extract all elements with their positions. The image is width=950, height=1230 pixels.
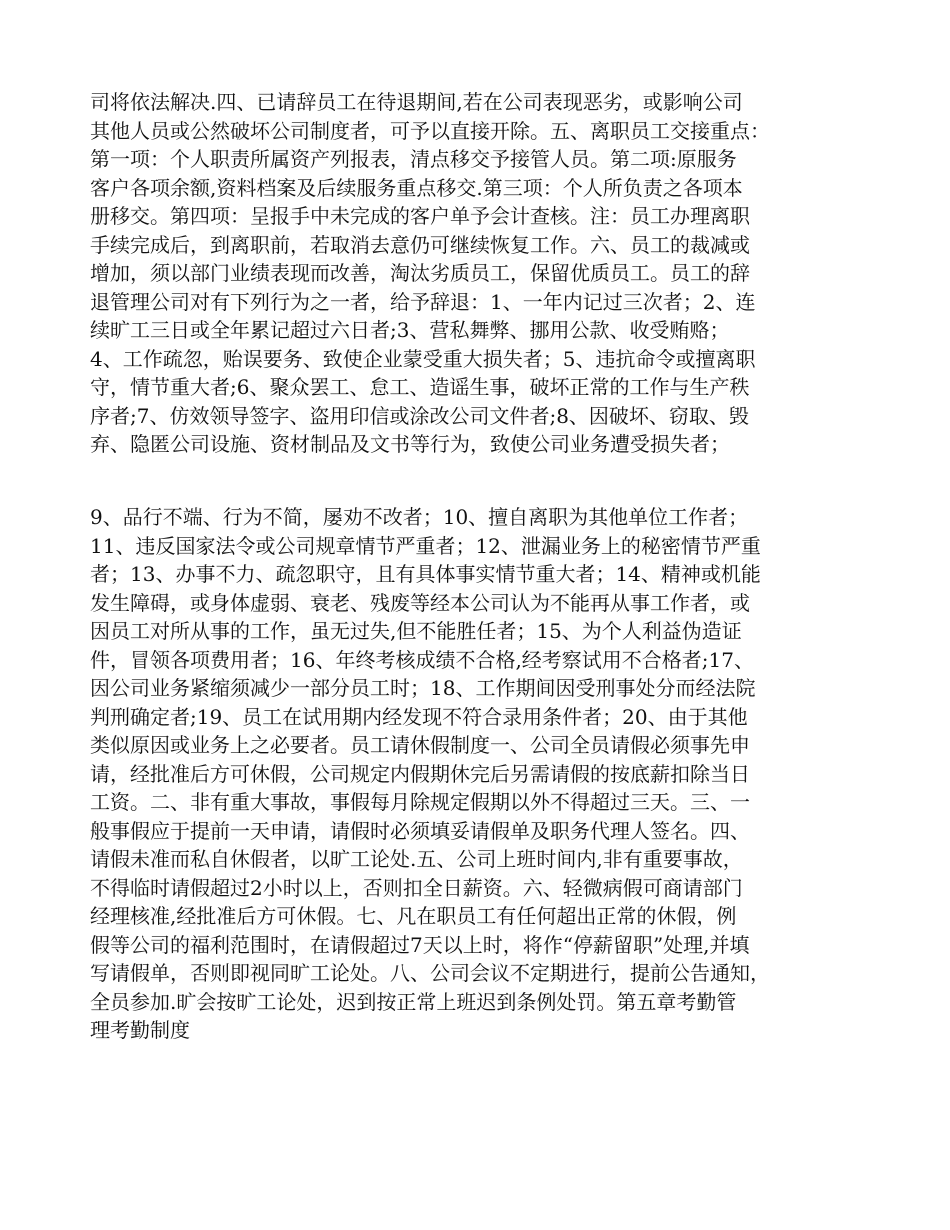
text-line: 类似原因或业务上之必要者。员工请休假制度一、公司全员请假必须事先申 bbox=[90, 733, 750, 757]
text-line: 手续完成后，到离职前，若取消去意仍可继续恢复工作。六、员工的裁减或 bbox=[90, 232, 750, 257]
text-line: 其他人员或公然破坏公司制度者，可予以直接开除。五、离职员工交接重点： bbox=[90, 118, 770, 143]
text-line: 判刑确定者;19、员工在试用期内经发现不符合录用条件者；20、由于其他 bbox=[90, 704, 748, 729]
paragraph-dismissal-and-leave-rules bbox=[90, 503, 870, 1045]
text-line: 增加，须以部门业绩表现而改善，淘汰劣质员工，保留优质员工。员工的辞 bbox=[90, 261, 750, 285]
text-line: 司将依法解决.四、已请辞员工在待退期间,若在公司表现恶劣，或影响公司 bbox=[90, 90, 743, 114]
text-line: 者；13、办事不力、疏忽职守，且有具体事实情节重大者；14、精神或机能 bbox=[90, 562, 761, 586]
text-line: 全员参加.旷会按旷工论处，迟到按正常上班迟到条例处罚。第五章考勤管 bbox=[90, 989, 737, 1014]
paragraph-resignation-rules bbox=[90, 88, 870, 459]
text-line: 4、工作疏忽，贻误要务、致使企业蒙受重大损失者；5、违抗命令或擅离职 bbox=[90, 346, 756, 371]
text-line: 第一项：个人职责所属资产列报表，清点移交予接管人员。第二项:原服务 bbox=[90, 147, 737, 171]
text-line: 发生障碍，或身体虚弱、衰老、残废等经本公司认为不能再从事工作者，或 bbox=[90, 590, 750, 615]
text-line: 因公司业务紧缩须减少一部分员工时；18、工作期间因受刑事处分而经法院 bbox=[90, 676, 756, 700]
text-line: 工资。二、非有重大事故，事假每月除规定假期以外不得超过三天。三、一 bbox=[90, 790, 750, 814]
text-line: 因员工对所从事的工作，虽无过失,但不能胜任者；15、为个人利益伪造证 bbox=[90, 619, 742, 643]
text-line: 请，经批准后方可休假，公司规定内假期休完后另需请假的按底薪扣除当日 bbox=[90, 761, 750, 786]
text-line: 9、品行不端、行为不简，屡劝不改者；10、擅自离职为其他单位工作者； bbox=[90, 505, 749, 529]
text-line: 11、违反国家法令或公司规章情节严重者；12、泄漏业务上的秘密情节严重 bbox=[90, 533, 761, 558]
text-line: 弃、隐匿公司设施、资材制品及文书等行为，致使公司业务遭受损失者； bbox=[90, 432, 730, 456]
text-line: 册移交。第四项：呈报手中未完成的客户单予会计查核。注：员工办理离职 bbox=[90, 204, 750, 228]
text-line: 件，冒领各项费用者；16、年终考核成绩不合格,经考察试用不合格者;17、 bbox=[90, 647, 754, 672]
text-line: 序者;7、仿效领导签字、盗用印信或涂改公司文件者;8、因破坏、窃取、毁 bbox=[90, 403, 749, 428]
text-line: 理考勤制度 bbox=[90, 1018, 190, 1042]
text-line: 守，情节重大者;6、聚众罢工、怠工、造谣生事，破坏正常的工作与生产秩 bbox=[90, 375, 750, 399]
text-line: 写请假单，否则即视同旷工论处。八、公司会议不定期进行，提前公告通知， bbox=[90, 961, 770, 985]
text-line: 经理核准,经批准后方可休假。七、凡在职员工有任何超出正常的休假，例 bbox=[90, 904, 737, 928]
text-line: 退管理公司对有下列行为之一者，给予辞退：1、一年内记过三次者；2、连 bbox=[90, 289, 756, 314]
text-line: 不得临时请假超过2小时以上，否则扣全日薪资。六、轻微病假可商请部门 bbox=[90, 875, 743, 900]
text-line: 客户各项余额,资料档案及后续服务重点移交.第三项：个人所负责之各项本 bbox=[90, 175, 743, 200]
text-line: 假等公司的福利范围时，在请假超过7天以上时，将作“停薪留职”处理,并填 bbox=[90, 932, 750, 957]
text-line: 请假未准而私自休假者，以旷工论处.五、公司上班时间内,非有重要事故， bbox=[90, 847, 743, 871]
text-line: 续旷工三日或全年累记超过六日者;3、营私舞弊、挪用公款、收受贿赂； bbox=[90, 318, 730, 342]
text-line: 般事假应于提前一天申请，请假时必须填妥请假单及职务代理人签名。四、 bbox=[90, 818, 750, 843]
